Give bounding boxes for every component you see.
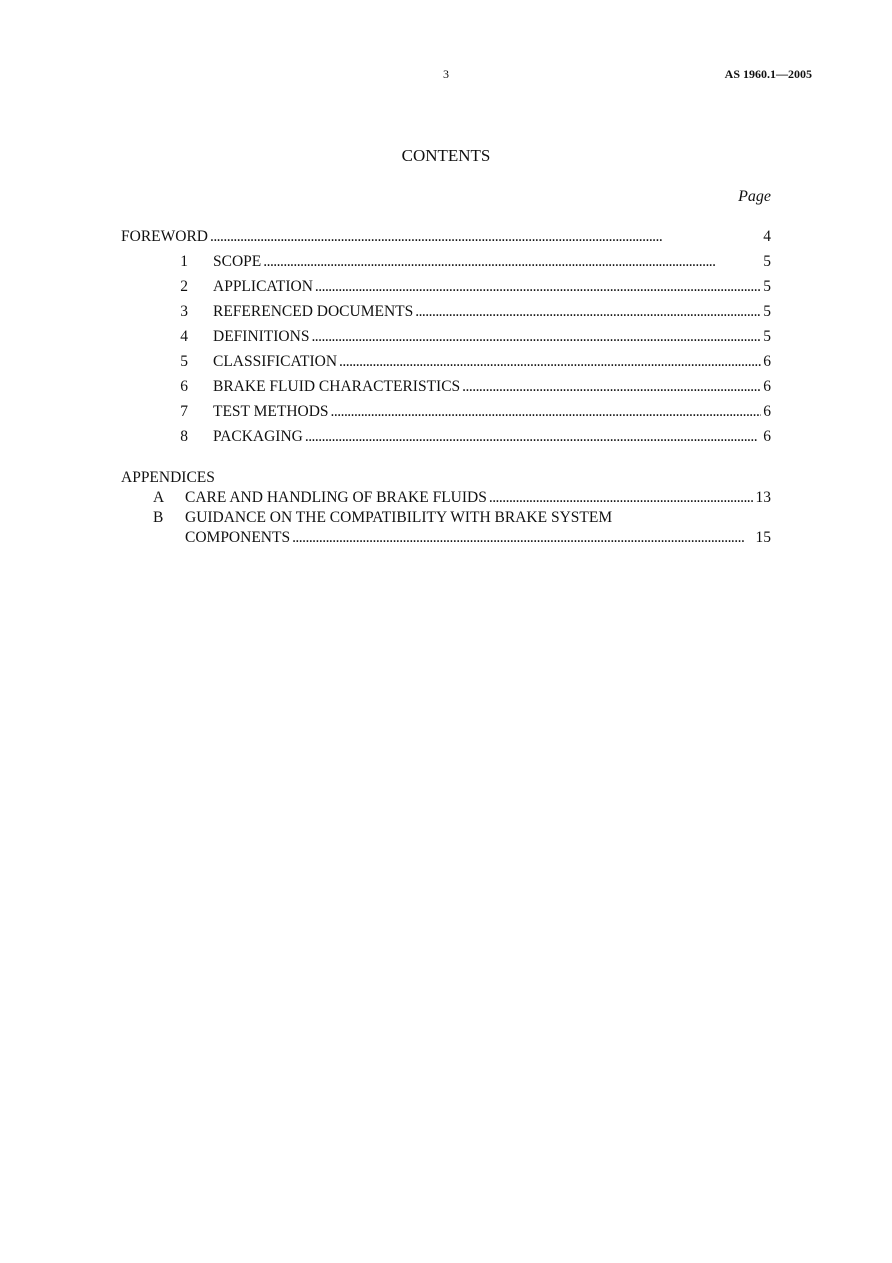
- toc-entry-page: 13: [755, 489, 771, 506]
- toc-entry-section[interactable]: [121, 377, 771, 402]
- section-number: 2: [180, 278, 188, 295]
- dot-leader: [292, 528, 753, 548]
- toc-entry-section[interactable]: [121, 277, 771, 302]
- section-number: 8: [180, 428, 188, 445]
- toc-entry-page: 6: [763, 403, 771, 420]
- dot-leader: [305, 427, 761, 447]
- section-number: 6: [180, 378, 188, 395]
- section-number: 5: [180, 353, 188, 370]
- toc-entry-label: CARE AND HANDLING OF BRAKE FLUIDS: [185, 489, 487, 506]
- toc-entry-section[interactable]: [121, 402, 771, 427]
- toc-entry-label: SCOPE: [213, 253, 262, 270]
- toc-entry-appendix-continuation[interactable]: [121, 528, 771, 548]
- toc-entry-page: 6: [763, 353, 771, 370]
- dot-leader: [311, 327, 761, 347]
- toc-entry-label: BRAKE FLUID CHARACTERISTICS: [213, 378, 461, 395]
- toc-entry-appendix[interactable]: [121, 488, 771, 508]
- toc-entry-page: 5: [763, 328, 771, 345]
- document-id: AS 1960.1—2005: [724, 67, 812, 81]
- toc-entry-label: GUIDANCE ON THE COMPATIBILITY WITH BRAKE SYSTEM: [185, 509, 613, 526]
- page-number: 3: [443, 67, 449, 81]
- section-number: 7: [180, 403, 188, 420]
- toc-entry-label: TEST METHODS: [213, 403, 329, 420]
- toc-entry-appendix[interactable]: [121, 508, 771, 528]
- dot-leader: [462, 377, 761, 397]
- toc-entry-label: PACKAGING: [213, 428, 303, 445]
- dot-leader: [210, 227, 761, 247]
- toc-entry-label: COMPONENTS: [185, 529, 291, 546]
- dot-leader: [339, 352, 761, 372]
- toc-entry-page: 6: [763, 428, 771, 445]
- toc-entry-label: FOREWORD: [121, 228, 208, 245]
- appendix-letter: A: [153, 489, 165, 506]
- appendix-letter: B: [153, 509, 164, 526]
- toc-entry-label: CLASSIFICATION: [213, 353, 338, 370]
- dot-leader: [331, 402, 762, 422]
- appendices-heading: APPENDICES: [121, 469, 215, 486]
- page-column-label: Page: [738, 188, 771, 205]
- toc-entry-page: 4: [763, 228, 771, 245]
- spacer: [121, 452, 771, 468]
- toc-entry-label: DEFINITIONS: [213, 328, 310, 345]
- toc-entry-foreword[interactable]: [121, 227, 771, 252]
- toc-entry-page: 5: [763, 253, 771, 270]
- toc-entry-page: 15: [755, 529, 771, 546]
- contents-title: CONTENTS: [401, 146, 491, 165]
- toc-entry-section[interactable]: [121, 327, 771, 352]
- section-number: 3: [180, 303, 188, 320]
- section-number: 4: [180, 328, 188, 345]
- toc-entry-page: 5: [763, 303, 771, 320]
- toc-entry-page: 5: [763, 278, 771, 295]
- toc-entry-section[interactable]: [121, 252, 771, 277]
- dot-leader: [489, 488, 754, 508]
- toc-entry-label: APPLICATION: [213, 278, 313, 295]
- dot-leader: [415, 302, 761, 322]
- toc-entry-page: 6: [763, 378, 771, 395]
- toc-entry-section[interactable]: [121, 427, 771, 452]
- toc-entry-section[interactable]: [121, 352, 771, 377]
- toc-entry-section[interactable]: [121, 302, 771, 327]
- toc-entry-label: REFERENCED DOCUMENTS: [213, 303, 414, 320]
- table-of-contents: [121, 227, 771, 548]
- dot-leader: [263, 252, 761, 272]
- dot-leader: [315, 277, 761, 297]
- section-number: 1: [180, 253, 188, 270]
